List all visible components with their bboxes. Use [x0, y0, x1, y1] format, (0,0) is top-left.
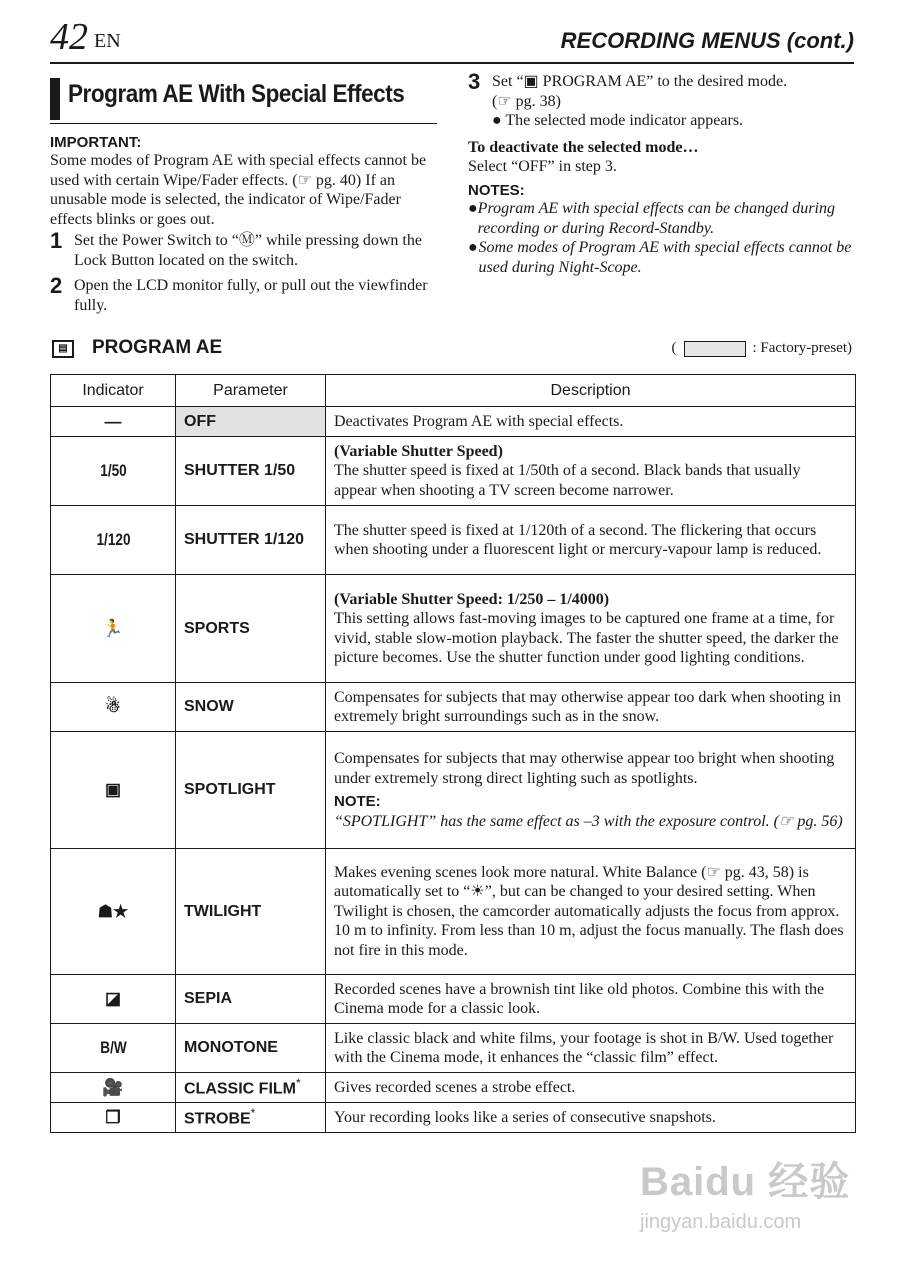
deactivate-text: Select “OFF” in step 3.: [468, 157, 617, 175]
step-2: [50, 273, 440, 315]
step-text: Set the Power Switch to “Ⓜ” while pressing down the Lock Button located on the switch.: [74, 232, 422, 269]
header-description: Description: [326, 375, 856, 407]
table-row: [51, 683, 856, 732]
table-row: [51, 407, 856, 437]
note-item: ● Some modes of Program AE with special effects cannot be used during Night-Scope.: [468, 239, 852, 276]
table-header-row: [51, 375, 856, 407]
header-rule: [50, 62, 854, 64]
spotlight-icon: ▣: [51, 732, 176, 849]
section-title-marker: [50, 78, 60, 120]
left-column: [50, 134, 440, 315]
step-number: 1: [50, 228, 63, 253]
step-bullet: ● The selected mode indicator appears.: [492, 112, 744, 129]
step-1: [50, 228, 440, 270]
parameter-sports: SPORTS: [176, 575, 326, 683]
parameter-off: OFF: [176, 407, 326, 437]
parameter-strobe: STROBE*: [176, 1103, 326, 1133]
step-text: Set “▣ PROGRAM AE” to the desired mode.: [492, 73, 788, 90]
notes-list: [468, 199, 858, 277]
deactivate-heading: To deactivate the selected mode…: [468, 138, 699, 156]
program-ae-icon: ▤: [52, 340, 74, 358]
step-number: 3: [468, 69, 481, 94]
description: (Variable Shutter Speed: 1/250 – 1/4000) This setting allows fast-moving images to be captured one frame at a time, for vivid, stable slow-motion playback. The faster the shutter speed, the darker the picture becomes. Use the shutter function under good lighting conditions.: [326, 575, 856, 683]
note-label: NOTE:: [334, 793, 381, 810]
description: The shutter speed is fixed at 1/120th of a second. The flickering that occurs when shooting under a fluorescent light or mercury-vapour lamp is reduced.: [326, 506, 856, 575]
description: Gives recorded scenes a strobe effect.: [326, 1073, 856, 1103]
notes-label: NOTES:: [468, 182, 525, 199]
snow-icon: ☃: [51, 683, 176, 732]
step-3: [468, 69, 858, 131]
description: Like classic black and white films, your footage is shot in B/W. Used together with the Cinema mode, it enhances the “classic film” effect.: [326, 1024, 856, 1073]
language-code: EN: [94, 30, 121, 52]
description: Recorded scenes have a brownish tint like old photos. Combine this with the Cinema mode for a classic look.: [326, 975, 856, 1024]
note-text: “SPOTLIGHT” has the same effect as –3 with the exposure control. (☞ pg. 56): [334, 812, 843, 830]
parameter-shutter-120: SHUTTER 1/120: [176, 506, 326, 575]
twilight-icon: ☗★: [51, 849, 176, 975]
step-text: Open the LCD monitor fully, or pull out the viewfinder fully.: [74, 277, 428, 314]
description: Compensates for subjects that may otherwise appear too dark when shooting in extremely bright surroundings such as in the snow.: [326, 683, 856, 732]
description: Makes evening scenes look more natural. White Balance (☞ pg. 43, 58) is automatically set to “☀”, but can be changed to your desired setting. When Twilight is chosen, the camcorder automatically adjusts the focus from approx. 10 m to infinity. From less than 10 m, adjust the focus manually. The flash does not fire in this mode.: [326, 849, 856, 975]
description: Compensates for subjects that may otherwise appear too bright when shooting under extremely strong direct lighting such as spotlights. NOTE: “SPOTLIGHT” has the same effect as –3 with the exposure control. (☞ pg. 56): [326, 732, 856, 849]
program-ae-title: PROGRAM AE: [92, 337, 223, 358]
note-item: ● Program AE with special effects can be changed during recording or during Record-Standby.: [468, 200, 835, 237]
table-row: [51, 849, 856, 975]
program-ae-table: [50, 374, 856, 1133]
indicator-shutter-50: 1/50: [63, 437, 163, 506]
table-row: [51, 732, 856, 849]
parameter-snow: SNOW: [176, 683, 326, 732]
table-row: [51, 1024, 856, 1073]
parameter-twilight: TWILIGHT: [176, 849, 326, 975]
strobe-icon: ❐: [51, 1103, 176, 1133]
description: Deactivates Program AE with special effects.: [326, 407, 856, 437]
page-number: 42 EN: [50, 16, 121, 58]
factory-preset-legend: ( : Factory-preset): [671, 340, 852, 356]
classic-film-icon: 🎥: [51, 1073, 176, 1103]
baidu-watermark: [640, 1150, 860, 1250]
parameter-shutter-50: SHUTTER 1/50: [176, 437, 326, 506]
parameter-spotlight: SPOTLIGHT: [176, 732, 326, 849]
section-title: Program AE With Special Effects: [68, 80, 405, 108]
sepia-icon: ◪: [51, 975, 176, 1024]
parameter-sepia: SEPIA: [176, 975, 326, 1024]
table-row: [51, 1103, 856, 1133]
right-column: [468, 69, 858, 277]
table-row: [51, 437, 856, 506]
watermark-url: jingyan.baidu.com: [640, 1211, 802, 1233]
table-row: [51, 575, 856, 683]
preset-swatch: [684, 341, 746, 357]
parameter-monotone: MONOTONE: [176, 1024, 326, 1073]
monotone-icon: B/W: [63, 1024, 163, 1073]
header-indicator: Indicator: [51, 375, 176, 407]
sports-icon: 🏃: [51, 575, 176, 683]
description: (Variable Shutter Speed) The shutter speed is fixed at 1/50th of a second. Black bands that usually appear when shooting a TV screen become narrower.: [326, 437, 856, 506]
step-page-ref: (☞ pg. 38): [492, 92, 561, 110]
important-text: Some modes of Program AE with special effects cannot be used with certain Wipe/Fader effects. (☞ pg. 40) If an unusable mode is selected, the indicator of Wipe/Fader effects blinks or goes out.: [50, 152, 427, 228]
indicator-shutter-120: 1/120: [63, 506, 163, 575]
header-parameter: Parameter: [176, 375, 326, 407]
watermark-logo: Baidu 经验: [640, 1160, 851, 1204]
important-label: IMPORTANT:: [50, 134, 142, 151]
step-number: 2: [50, 273, 63, 298]
running-title: RECORDING MENUS (cont.): [560, 28, 854, 53]
indicator-off: —: [51, 407, 176, 437]
table-row: [51, 506, 856, 575]
table-row: [51, 1073, 856, 1103]
parameter-classic-film: CLASSIC FILM*: [176, 1073, 326, 1103]
section-rule: [50, 123, 437, 124]
description: Your recording looks like a series of consecutive snapshots.: [326, 1103, 856, 1133]
table-row: [51, 975, 856, 1024]
